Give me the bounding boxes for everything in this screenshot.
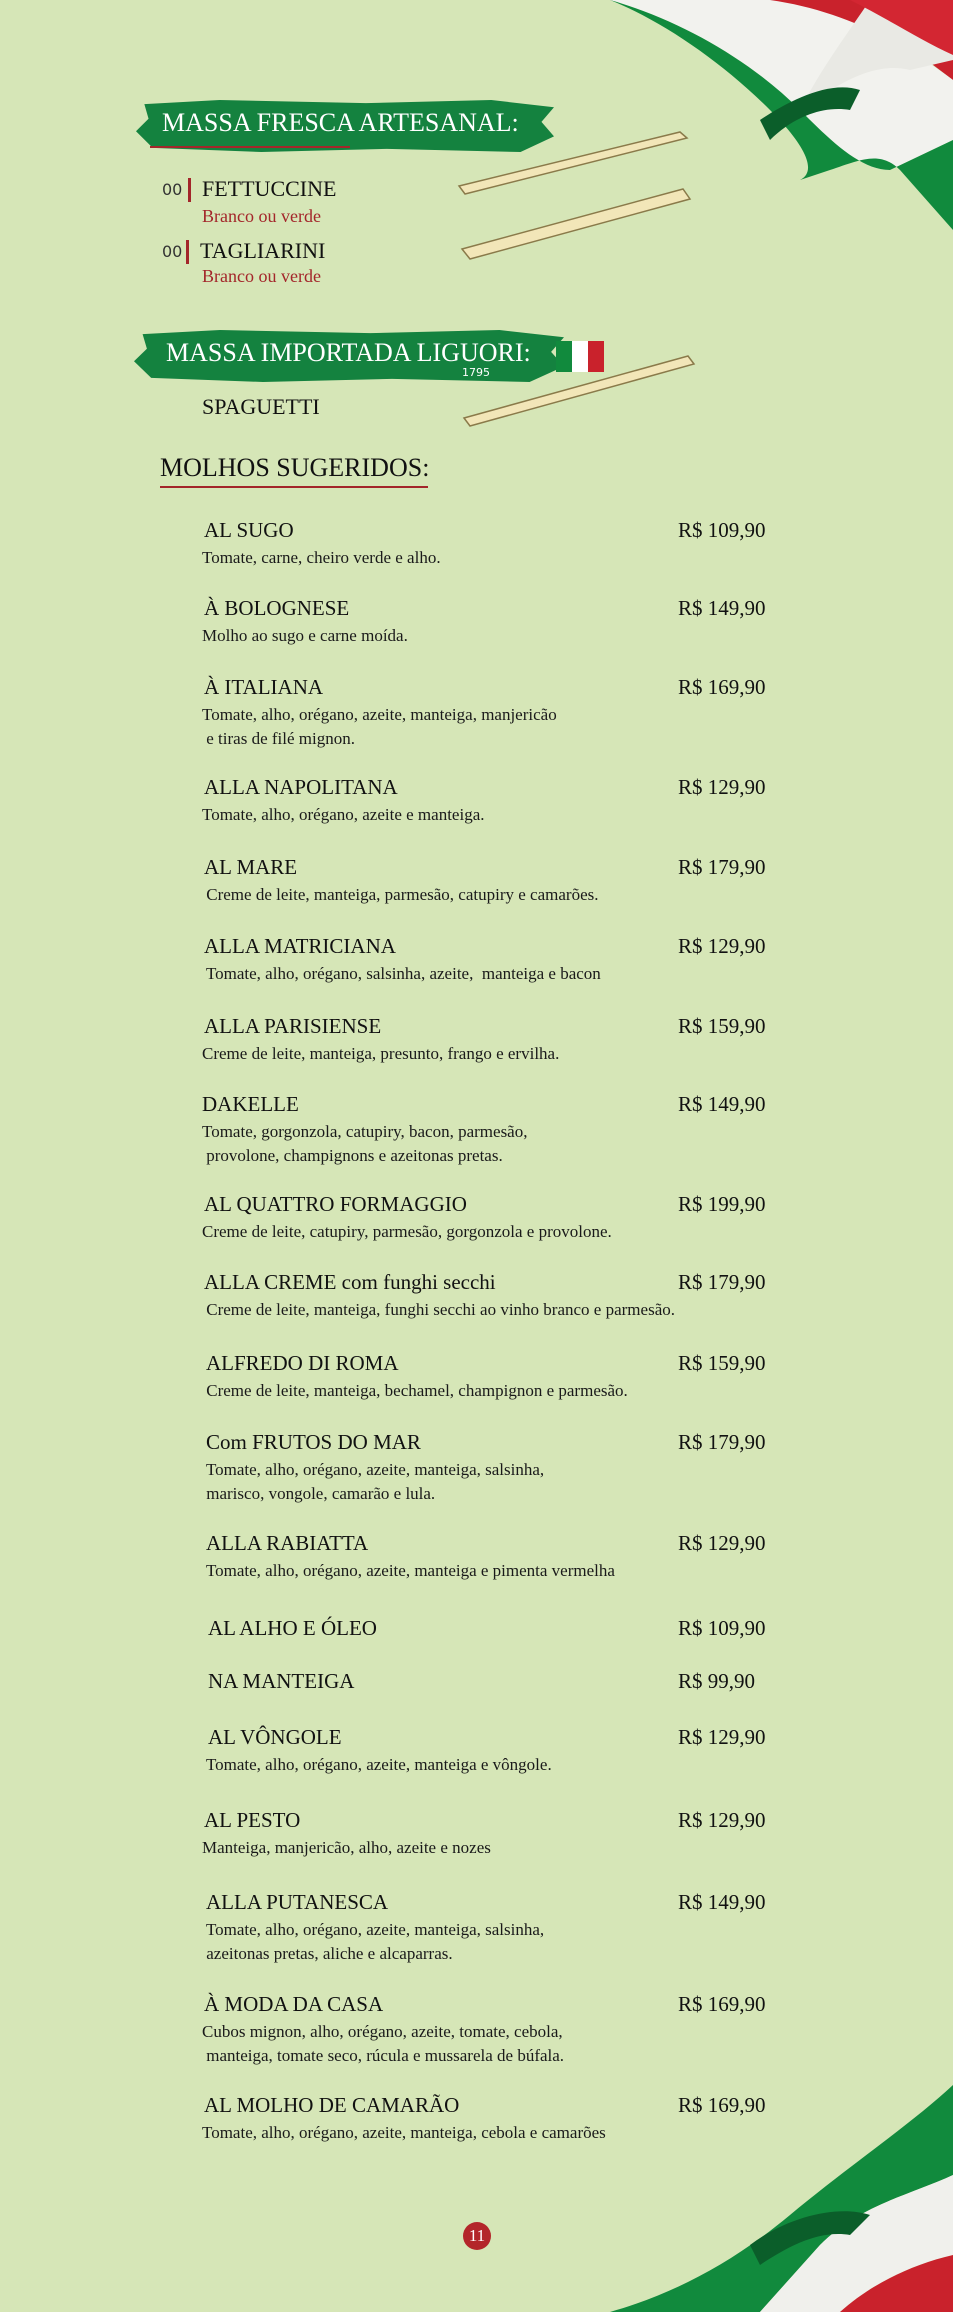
pasta-name: TAGLIARINI — [200, 238, 326, 263]
sauce-name: ALLA CREME com funghi secchi — [204, 1270, 496, 1294]
sauce-description: Tomate, alho, orégano, salsinha, azeite, manteiga e bacon — [202, 964, 601, 983]
sauce-price: R$ 149,90 — [678, 596, 766, 620]
sauce-price: R$ 169,90 — [678, 1992, 766, 2016]
sauce-name: À BOLOGNESE — [204, 596, 350, 620]
sauce-description: Tomate, alho, orégano, azeite, manteiga, salsinha, azeitonas pretas, aliche e alcaparras. — [205, 1920, 545, 1963]
sauce-name: À ITALIANA — [204, 675, 324, 699]
sauce-name: AL SUGO — [204, 518, 294, 542]
page-number: 11 — [463, 2222, 491, 2250]
sauce-name: ALLA PARISIENSE — [204, 1014, 382, 1038]
sauce-price: R$ 129,90 — [678, 1531, 766, 1555]
sauce-description: Tomate, alho, orégano, azeite, manteiga, cebola e camarões — [202, 2123, 606, 2142]
sauce-name: ALLA RABIATTA — [206, 1531, 369, 1555]
sauce-description: Creme de leite, manteiga, presunto, frango e ervilha. — [202, 1044, 560, 1063]
sauce-price: R$ 159,90 — [678, 1014, 766, 1038]
pasta-subtitle: Branco ou verde — [202, 206, 321, 226]
pasta-divider — [188, 178, 191, 202]
sauce-name: ALLA NAPOLITANA — [204, 775, 398, 799]
sauce-price: R$ 129,90 — [678, 775, 766, 799]
pasta-subtitle: Branco ou verde — [202, 266, 321, 286]
sauce-price: R$ 109,90 — [678, 1616, 766, 1640]
sauce-description: Tomate, alho, orégano, azeite, manteiga e vôngole. — [202, 1755, 552, 1774]
sauce-name: ALFREDO DI ROMA — [206, 1351, 399, 1375]
sauce-price: R$ 99,90 — [678, 1669, 756, 1693]
pasta-stick-icon — [460, 352, 698, 428]
sauce-description: Cubos mignon, alho, orégano, azeite, tomate, cebola, manteiga, tomate seco, rúcula e mussarela de búfala. — [202, 2022, 565, 2065]
sauce-description: Creme de leite, catupiry, parmesão, gorgonzola e provolone. — [202, 1222, 612, 1241]
sauce-description: Tomate, alho, orégano, azeite, manteiga e pimenta vermelha — [202, 1561, 615, 1580]
sauce-name: AL ALHO E ÓLEO — [208, 1616, 377, 1640]
sauce-name: AL MOLHO DE CAMARÃO — [204, 2093, 460, 2117]
brand-year: 1795 — [462, 366, 490, 379]
fresh-pasta-underline — [150, 146, 350, 148]
sauces-underline — [160, 486, 428, 488]
sauce-name: AL QUATTRO FORMAGGIO — [204, 1192, 467, 1216]
sauce-description: Tomate, carne, cheiro verde e alho. — [202, 548, 441, 567]
flag-ribbon-bottom-icon — [610, 2085, 953, 2312]
sauce-name: NA MANTEIGA — [208, 1669, 355, 1693]
sauce-price: R$ 179,90 — [678, 855, 766, 879]
sauce-price: R$ 129,90 — [678, 934, 766, 958]
fresh-pasta-title: MASSA FRESCA ARTESANAL: — [162, 108, 519, 137]
sauce-price: R$ 169,90 — [678, 675, 766, 699]
sauces-title: MOLHOS SUGERIDOS: — [160, 453, 430, 482]
sauce-description: Tomate, alho, orégano, azeite, manteiga, salsinha, marisco, vongole, camarão e lula. — [205, 1460, 545, 1503]
sauce-price: R$ 129,90 — [678, 1808, 766, 1832]
sauce-price: R$ 149,90 — [678, 1890, 766, 1914]
sauce-price: R$ 179,90 — [678, 1270, 766, 1294]
sauce-name: AL PESTO — [204, 1808, 301, 1832]
sauce-description: Molho ao sugo e carne moída. — [202, 626, 408, 645]
sauce-name: Com FRUTOS DO MAR — [206, 1430, 421, 1454]
imported-pasta-title: MASSA IMPORTADA LIGUORI: — [166, 338, 531, 367]
sauce-description: Creme de leite, manteiga, funghi secchi ao vinho branco e parmesão. — [202, 1300, 675, 1319]
sauce-name: ALLA PUTANESCA — [206, 1890, 389, 1914]
sauce-name: AL VÔNGOLE — [208, 1725, 342, 1749]
sauce-description: Tomate, alho, orégano, azeite e manteiga. — [202, 805, 485, 824]
sauce-description: Creme de leite, manteiga, parmesão, catupiry e camarões. — [202, 885, 599, 904]
sauce-description: Creme de leite, manteiga, bechamel, champignon e parmesão. — [202, 1381, 628, 1400]
sauce-name: DAKELLE — [202, 1092, 299, 1116]
sauce-description: Manteiga, manjericão, alho, azeite e nozes — [202, 1838, 491, 1857]
sauce-price: R$ 199,90 — [678, 1192, 766, 1216]
pasta-name: FETTUCCINE — [202, 176, 337, 201]
sauce-price: R$ 159,90 — [678, 1351, 766, 1375]
sauce-price: R$ 129,90 — [678, 1725, 766, 1749]
sauce-price: R$ 179,90 — [678, 1430, 766, 1454]
sauce-price: R$ 169,90 — [678, 2093, 766, 2117]
sauce-price: R$ 109,90 — [678, 518, 766, 542]
sauce-name: AL MARE — [204, 855, 298, 879]
sauce-name: ALLA MATRICIANA — [204, 934, 396, 958]
pasta-stick-icon — [458, 185, 693, 263]
sauce-price: R$ 149,90 — [678, 1092, 766, 1116]
sauce-description: Tomate, gorgonzola, catupiry, bacon, parmesão, provolone, champignons e azeitonas pretas. — [202, 1122, 528, 1165]
pasta-code: 00 — [162, 180, 183, 199]
pasta-name: SPAGUETTI — [202, 394, 320, 419]
sauce-name: À MODA DA CASA — [204, 1992, 384, 2016]
pasta-divider — [186, 240, 189, 264]
sauce-description: Tomate, alho, orégano, azeite, manteiga, manjericão e tiras de filé mignon. — [202, 705, 557, 748]
pasta-code: 00 — [162, 242, 183, 261]
